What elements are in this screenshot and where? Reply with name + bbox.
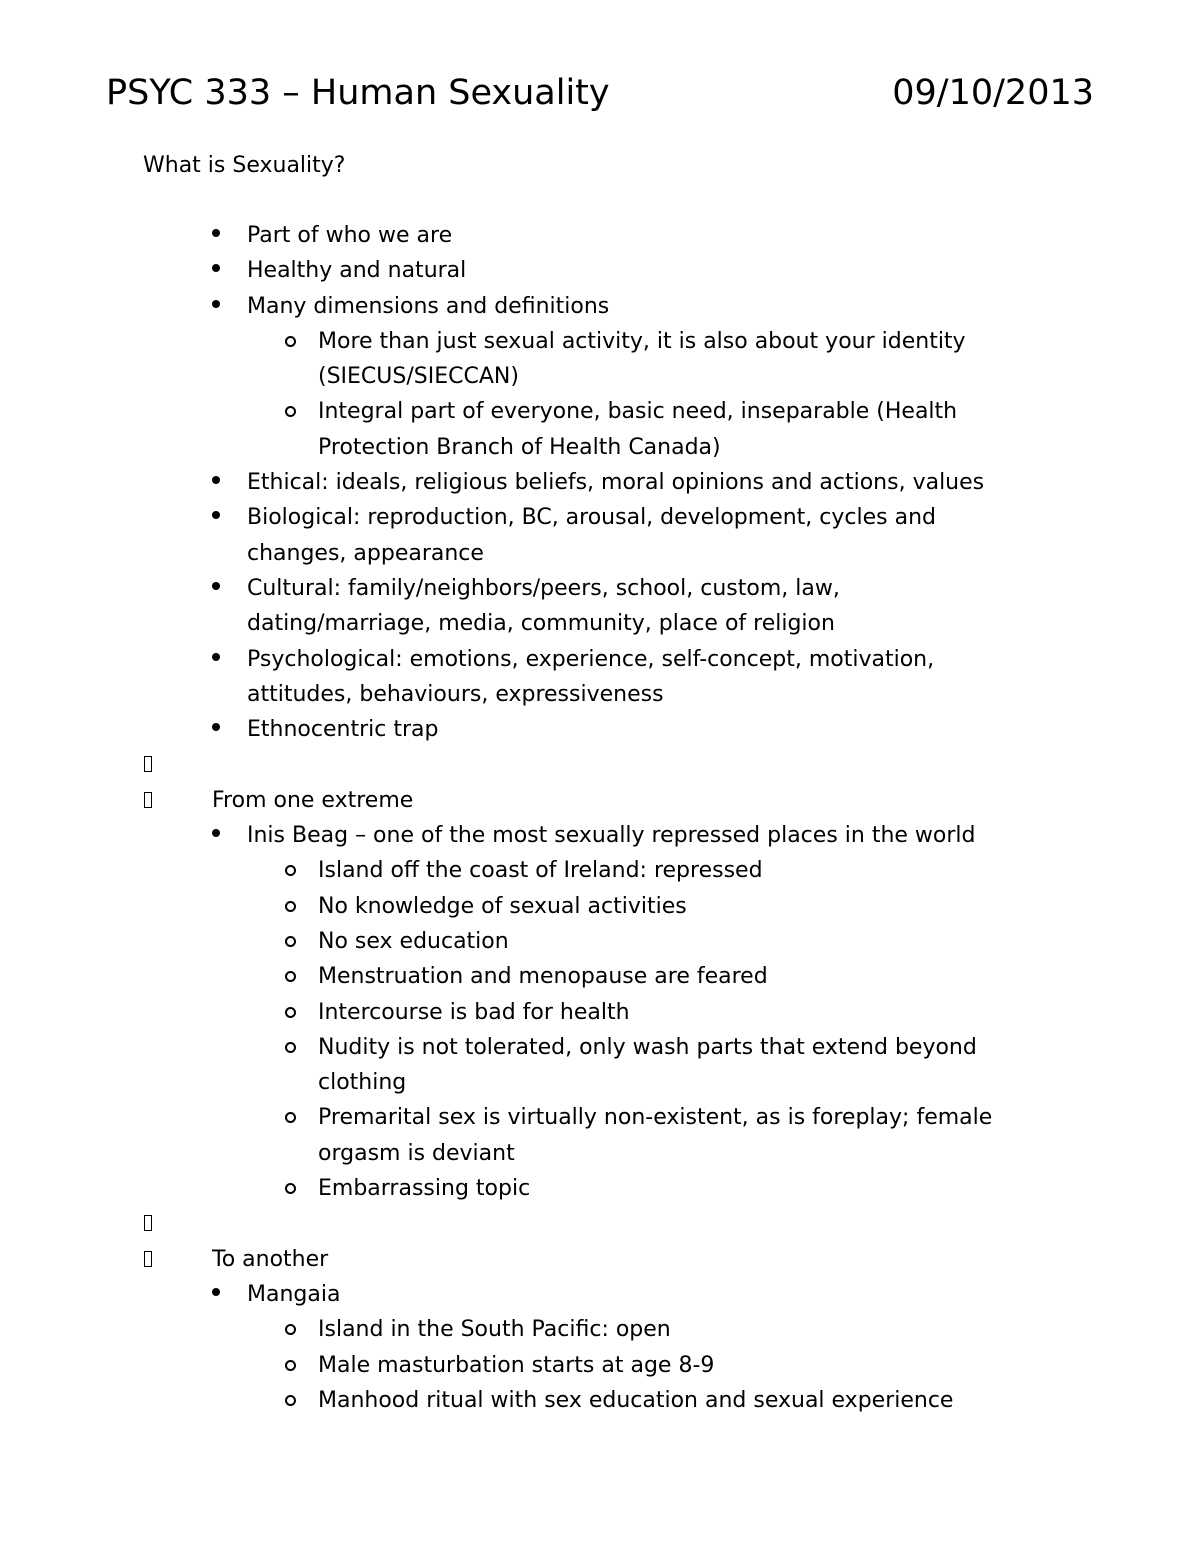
list-item [0,1065,1200,1100]
list-item [0,747,1200,782]
list-item-text: Cultural: family/neighbors/peers, school, custom, law, [247,575,840,601]
list-item-text: From one extreme [212,787,414,813]
list-item [0,1136,1200,1171]
list-item [0,571,1200,606]
list-item [0,924,1200,959]
list-item [0,1171,1200,1206]
list-item-text: Ethnocentric trap [247,717,439,743]
list-item-text: Embarrassing topic [318,1176,531,1202]
list-item [0,642,1200,677]
list-item-text: Psychological: emotions, experience, self-concept, motivation, [247,646,935,672]
list-item-text: Premarital sex is virtually non-existent, as is foreplay; female [318,1105,993,1131]
list-item-text: orgasm is deviant [318,1140,515,1166]
list-item [0,1312,1200,1347]
list-item [0,1100,1200,1135]
list-item-text: Island off the coast of Ireland: repressed [318,858,763,884]
list-item-text: Ethical: ideals, religious beliefs, moral opinions and actions, values [247,470,985,496]
list-item [0,606,1200,641]
document-header [106,70,1094,118]
list-item [0,430,1200,465]
list-item [0,218,1200,253]
list-item-text: Mangaia [247,1281,341,1307]
list-item-text: Intercourse is bad for health [318,999,630,1025]
list-item [0,712,1200,747]
list-item [0,1242,1200,1277]
list-item [0,853,1200,888]
list-item [0,783,1200,818]
list-item [0,677,1200,712]
list-item-text: Manhood ritual with sex education and sexual experience [318,1387,954,1413]
list-item-text: changes, appearance [247,540,484,566]
list-item [0,394,1200,429]
list-item [0,500,1200,535]
list-item-text: Part of who we are [247,223,453,248]
list-item [0,536,1200,571]
list-item-text: No knowledge of sexual activities [318,893,687,919]
list-item-text: Male masturbation starts at age 8-9 [318,1352,715,1378]
list-item-text: Inis Beag – one of the most sexually repressed places in the world [247,823,976,849]
list-item-text: Integral part of everyone, basic need, inseparable (Health [318,399,958,425]
list-item-text: dating/marriage, media, community, place of religion [247,611,835,637]
list-item-text: Many dimensions and definitions [247,293,610,319]
list-item-text: Island in the South Pacific: open [318,1317,671,1343]
list-item-text: Nudity is not tolerated, only wash parts that extend beyond [318,1034,977,1060]
list-item [0,818,1200,853]
list-item-text: Menstruation and menopause are feared [318,964,768,990]
notes-list [0,218,1200,1418]
document-title: PSYC 333 – Human Sexuality [106,73,610,113]
list-item [0,324,1200,359]
list-item [0,995,1200,1030]
document-date: 09/10/2013 [892,73,1094,113]
list-item-text: clothing [318,1070,407,1096]
list-item [0,889,1200,924]
list-item [0,1277,1200,1312]
list-item-text: attitudes, behaviours, expressiveness [247,681,664,707]
list-item-text: (SIECUS/SIECCAN) [318,364,519,390]
list-item [0,359,1200,394]
list-item [0,1383,1200,1418]
list-item-text: Biological: reproduction, BC, arousal, development, cycles and [247,505,936,531]
list-item-text: Healthy and natural [247,258,467,284]
list-item [0,289,1200,324]
list-item [0,1030,1200,1065]
list-item-text: No sex education [318,928,509,954]
list-item [0,959,1200,994]
list-item-text: Protection Branch of Health Canada) [318,434,721,460]
list-item-text: To another [212,1246,329,1272]
list-item-text: More than just sexual activity, it is also about your identity [318,328,966,354]
list-item [0,1348,1200,1383]
section-heading: What is Sexuality? [143,153,346,178]
list-item [0,1206,1200,1241]
list-item [0,465,1200,500]
list-item [0,253,1200,288]
